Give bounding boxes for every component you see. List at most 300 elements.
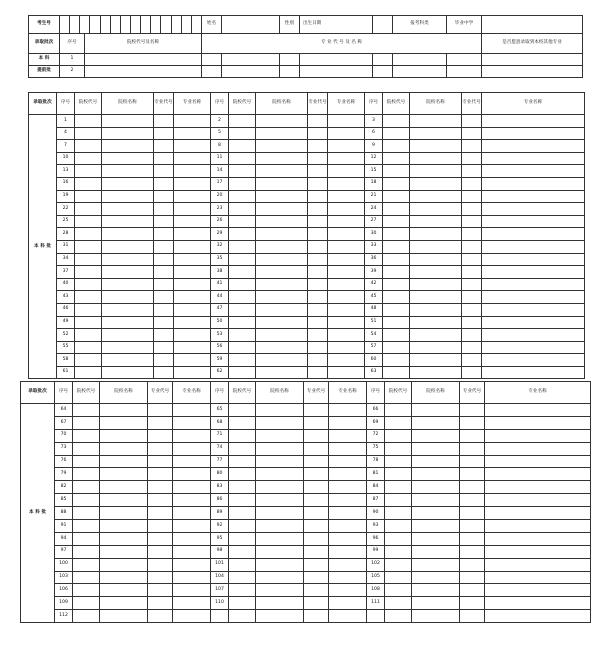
college-name-field[interactable]	[412, 468, 460, 481]
major-name-field[interactable]	[482, 291, 585, 304]
major-code-field[interactable]	[304, 520, 329, 533]
major-field[interactable]	[373, 66, 393, 78]
college-code-field[interactable]	[229, 507, 256, 520]
major-code-field[interactable]	[148, 442, 173, 455]
major-code-field[interactable]	[308, 366, 328, 379]
college-code-field[interactable]	[229, 329, 256, 342]
major-name-field[interactable]	[329, 442, 367, 455]
major-name-field[interactable]	[485, 597, 591, 610]
college-name-field[interactable]	[256, 429, 304, 442]
college-code-field[interactable]	[73, 494, 100, 507]
college-name-field[interactable]	[256, 507, 304, 520]
major-code-field[interactable]	[304, 597, 329, 610]
college-name-field[interactable]	[410, 215, 462, 228]
major-code-field[interactable]	[308, 329, 328, 342]
college-code-field[interactable]	[385, 429, 412, 442]
college-code-field[interactable]	[385, 442, 412, 455]
major-name-field[interactable]	[173, 455, 211, 468]
college-name-field[interactable]	[100, 442, 148, 455]
major-name-field[interactable]	[482, 329, 585, 342]
major-name-field[interactable]	[174, 303, 211, 316]
college-name-field[interactable]	[410, 203, 462, 216]
major-name-field[interactable]	[482, 152, 585, 165]
major-code-field[interactable]	[148, 532, 173, 545]
college-code-field[interactable]	[229, 532, 256, 545]
major-code-field[interactable]	[154, 303, 174, 316]
college-code-field[interactable]	[385, 520, 412, 533]
major-code-field[interactable]	[148, 494, 173, 507]
major-code-field[interactable]	[308, 228, 328, 241]
college-code-field[interactable]	[73, 558, 100, 571]
major-code-field[interactable]	[154, 329, 174, 342]
major-code-field[interactable]	[308, 115, 328, 128]
college-name-field[interactable]	[102, 366, 154, 379]
major-code-field[interactable]	[460, 520, 485, 533]
major-field[interactable]	[202, 54, 222, 66]
major-code-field[interactable]	[304, 494, 329, 507]
college-name-field[interactable]	[256, 558, 304, 571]
college-name-field[interactable]	[256, 545, 304, 558]
college-code-field[interactable]	[75, 278, 102, 291]
major-name-field[interactable]	[482, 228, 585, 241]
major-code-field[interactable]	[308, 253, 328, 266]
college-name-field[interactable]	[102, 228, 154, 241]
college-code-field[interactable]	[229, 366, 256, 379]
college-name-field[interactable]	[410, 366, 462, 379]
college-name-field[interactable]	[256, 215, 308, 228]
major-code-field[interactable]	[308, 341, 328, 354]
major-code-field[interactable]	[462, 278, 482, 291]
major-name-field[interactable]	[485, 494, 591, 507]
college-code-field[interactable]	[229, 429, 256, 442]
major-name-field[interactable]	[329, 610, 367, 623]
college-code-field[interactable]	[229, 140, 256, 153]
major-name-field[interactable]	[329, 571, 367, 584]
major-name-field[interactable]	[485, 481, 591, 494]
college-code-field[interactable]	[383, 278, 410, 291]
major-name-field[interactable]	[485, 416, 591, 429]
major-code-field[interactable]	[462, 266, 482, 279]
college-code-field[interactable]	[383, 316, 410, 329]
college-name-field[interactable]	[100, 584, 148, 597]
major-name-field[interactable]	[329, 429, 367, 442]
major-name-field[interactable]	[329, 532, 367, 545]
major-name-field[interactable]	[173, 481, 211, 494]
college-name-field[interactable]	[412, 597, 460, 610]
school-field[interactable]	[482, 16, 583, 34]
major-name-field[interactable]	[482, 266, 585, 279]
major-code-field[interactable]	[308, 316, 328, 329]
major-code-field[interactable]	[462, 177, 482, 190]
college-code-field[interactable]	[73, 520, 100, 533]
major-name-field[interactable]	[173, 532, 211, 545]
major-code-field[interactable]	[462, 354, 482, 367]
college-name-field[interactable]	[256, 240, 308, 253]
major-field[interactable]	[280, 66, 300, 78]
college-name-field[interactable]	[102, 341, 154, 354]
major-field[interactable]	[222, 54, 280, 66]
major-code-field[interactable]	[148, 404, 173, 417]
major-code-field[interactable]	[308, 354, 328, 367]
college-name-field[interactable]	[410, 228, 462, 241]
major-code-field[interactable]	[308, 165, 328, 178]
major-code-field[interactable]	[148, 507, 173, 520]
college-name-field[interactable]	[102, 303, 154, 316]
college-code-field[interactable]	[229, 115, 256, 128]
major-code-field[interactable]	[154, 127, 174, 140]
major-code-field[interactable]	[462, 127, 482, 140]
college-code-field[interactable]	[75, 354, 102, 367]
college-code-field[interactable]	[385, 545, 412, 558]
college-code-field[interactable]	[73, 571, 100, 584]
college-code-field[interactable]	[385, 404, 412, 417]
college-code-field[interactable]	[229, 481, 256, 494]
college-name-field[interactable]	[410, 165, 462, 178]
major-name-field[interactable]	[329, 507, 367, 520]
college-code-field[interactable]	[229, 571, 256, 584]
major-code-field[interactable]	[308, 152, 328, 165]
major-name-field[interactable]	[174, 165, 211, 178]
college-name-field[interactable]	[256, 442, 304, 455]
major-name-field[interactable]	[329, 494, 367, 507]
college-code-field[interactable]	[73, 481, 100, 494]
major-name-field[interactable]	[329, 597, 367, 610]
college-code-field[interactable]	[75, 203, 102, 216]
college-code-field[interactable]	[383, 203, 410, 216]
major-code-field[interactable]	[462, 303, 482, 316]
major-name-field[interactable]	[328, 228, 365, 241]
college-name-field[interactable]	[100, 429, 148, 442]
major-code-field[interactable]	[304, 532, 329, 545]
major-name-field[interactable]	[174, 240, 211, 253]
college-name-field[interactable]	[410, 303, 462, 316]
major-name-field[interactable]	[174, 177, 211, 190]
major-name-field[interactable]	[482, 303, 585, 316]
college-name-field[interactable]	[256, 329, 308, 342]
college-code-field[interactable]	[383, 253, 410, 266]
major-name-field[interactable]	[173, 610, 211, 623]
college-name-field[interactable]	[410, 316, 462, 329]
major-name-field[interactable]	[173, 520, 211, 533]
major-code-field[interactable]	[460, 468, 485, 481]
college-code-field[interactable]	[75, 341, 102, 354]
major-name-field[interactable]	[482, 165, 585, 178]
major-code-field[interactable]	[308, 240, 328, 253]
college-code-field[interactable]	[383, 266, 410, 279]
college-name-field[interactable]	[256, 584, 304, 597]
major-code-field[interactable]	[304, 468, 329, 481]
college-name-field[interactable]	[412, 404, 460, 417]
college-code-field[interactable]	[75, 253, 102, 266]
college-code-field[interactable]	[75, 329, 102, 342]
major-name-field[interactable]	[173, 442, 211, 455]
college-name-field[interactable]	[256, 177, 308, 190]
college-code-field[interactable]	[229, 203, 256, 216]
college-name-field[interactable]	[412, 494, 460, 507]
major-code-field[interactable]	[148, 520, 173, 533]
major-name-field[interactable]	[482, 215, 585, 228]
college-name-field[interactable]	[256, 303, 308, 316]
college-name-field[interactable]	[100, 610, 148, 623]
college-code-field[interactable]	[229, 316, 256, 329]
college-code-field[interactable]	[229, 584, 256, 597]
college-code-field[interactable]	[73, 507, 100, 520]
major-name-field[interactable]	[173, 416, 211, 429]
college-code-field[interactable]	[73, 442, 100, 455]
major-name-field[interactable]	[328, 140, 365, 153]
college-code-field[interactable]	[383, 303, 410, 316]
major-name-field[interactable]	[328, 115, 365, 128]
college-name-field[interactable]	[256, 520, 304, 533]
college-name-field[interactable]	[410, 177, 462, 190]
college-code-field[interactable]	[229, 610, 256, 623]
college-code-field[interactable]	[385, 597, 412, 610]
major-name-field[interactable]	[482, 127, 585, 140]
college-code-field[interactable]	[73, 468, 100, 481]
major-code-field[interactable]	[304, 455, 329, 468]
college-code-field[interactable]	[383, 165, 410, 178]
college-name-field[interactable]	[256, 571, 304, 584]
major-name-field[interactable]	[485, 571, 591, 584]
college-name-field[interactable]	[410, 140, 462, 153]
major-name-field[interactable]	[174, 366, 211, 379]
major-name-field[interactable]	[173, 558, 211, 571]
major-code-field[interactable]	[460, 481, 485, 494]
college-name-field[interactable]	[256, 203, 308, 216]
college-code-field[interactable]	[385, 455, 412, 468]
obey-field[interactable]	[482, 54, 583, 66]
major-name-field[interactable]	[485, 584, 591, 597]
college-code-field[interactable]	[229, 341, 256, 354]
college-name-field[interactable]	[256, 316, 308, 329]
major-name-field[interactable]	[328, 152, 365, 165]
college-code-field[interactable]	[383, 190, 410, 203]
major-name-field[interactable]	[174, 291, 211, 304]
college-name-field[interactable]	[256, 165, 308, 178]
major-name-field[interactable]	[328, 341, 365, 354]
college-code-field[interactable]	[229, 228, 256, 241]
college-name-field[interactable]	[410, 253, 462, 266]
college-code-field[interactable]	[385, 558, 412, 571]
major-name-field[interactable]	[328, 266, 365, 279]
major-code-field[interactable]	[154, 354, 174, 367]
college-field[interactable]	[85, 66, 202, 78]
college-code-field[interactable]	[383, 291, 410, 304]
major-name-field[interactable]	[328, 127, 365, 140]
college-name-field[interactable]	[412, 481, 460, 494]
college-code-field[interactable]	[385, 584, 412, 597]
birth-date-field[interactable]	[373, 16, 393, 34]
college-code-field[interactable]	[75, 115, 102, 128]
college-code-field[interactable]	[73, 610, 100, 623]
major-name-field[interactable]	[174, 115, 211, 128]
college-code-field[interactable]	[385, 468, 412, 481]
major-code-field[interactable]	[304, 404, 329, 417]
college-name-field[interactable]	[256, 291, 308, 304]
college-code-field[interactable]	[383, 127, 410, 140]
college-name-field[interactable]	[256, 278, 308, 291]
major-code-field[interactable]	[462, 366, 482, 379]
college-name-field[interactable]	[102, 291, 154, 304]
major-name-field[interactable]	[174, 203, 211, 216]
college-name-field[interactable]	[256, 228, 308, 241]
major-name-field[interactable]	[329, 545, 367, 558]
major-name-field[interactable]	[173, 571, 211, 584]
college-code-field[interactable]	[75, 190, 102, 203]
college-name-field[interactable]	[410, 152, 462, 165]
major-code-field[interactable]	[148, 481, 173, 494]
college-code-field[interactable]	[229, 152, 256, 165]
college-code-field[interactable]	[383, 152, 410, 165]
major-name-field[interactable]	[173, 494, 211, 507]
college-code-field[interactable]	[229, 597, 256, 610]
major-code-field[interactable]	[460, 610, 485, 623]
major-name-field[interactable]	[485, 429, 591, 442]
college-code-field[interactable]	[229, 291, 256, 304]
college-name-field[interactable]	[102, 316, 154, 329]
major-code-field[interactable]	[154, 140, 174, 153]
college-name-field[interactable]	[102, 190, 154, 203]
college-code-field[interactable]	[229, 278, 256, 291]
major-code-field[interactable]	[462, 291, 482, 304]
major-name-field[interactable]	[482, 190, 585, 203]
college-name-field[interactable]	[102, 240, 154, 253]
major-code-field[interactable]	[460, 507, 485, 520]
college-name-field[interactable]	[410, 115, 462, 128]
college-name-field[interactable]	[102, 215, 154, 228]
college-code-field[interactable]	[385, 610, 412, 623]
major-code-field[interactable]	[462, 228, 482, 241]
major-name-field[interactable]	[173, 545, 211, 558]
major-code-field[interactable]	[308, 278, 328, 291]
major-name-field[interactable]	[328, 291, 365, 304]
college-code-field[interactable]	[229, 455, 256, 468]
college-code-field[interactable]	[229, 253, 256, 266]
major-code-field[interactable]	[154, 203, 174, 216]
college-name-field[interactable]	[102, 253, 154, 266]
major-name-field[interactable]	[173, 468, 211, 481]
college-name-field[interactable]	[100, 520, 148, 533]
college-code-field[interactable]	[229, 190, 256, 203]
major-code-field[interactable]	[304, 442, 329, 455]
college-name-field[interactable]	[102, 354, 154, 367]
college-code-field[interactable]	[229, 127, 256, 140]
college-name-field[interactable]	[256, 341, 308, 354]
college-name-field[interactable]	[256, 115, 308, 128]
college-name-field[interactable]	[410, 341, 462, 354]
major-code-field[interactable]	[462, 316, 482, 329]
major-name-field[interactable]	[328, 316, 365, 329]
college-code-field[interactable]	[383, 140, 410, 153]
college-name-field[interactable]	[410, 354, 462, 367]
major-name-field[interactable]	[482, 278, 585, 291]
major-name-field[interactable]	[328, 215, 365, 228]
college-name-field[interactable]	[256, 140, 308, 153]
major-code-field[interactable]	[462, 140, 482, 153]
major-code-field[interactable]	[154, 165, 174, 178]
major-name-field[interactable]	[174, 354, 211, 367]
college-name-field[interactable]	[100, 597, 148, 610]
major-name-field[interactable]	[328, 366, 365, 379]
major-code-field[interactable]	[308, 303, 328, 316]
major-code-field[interactable]	[148, 597, 173, 610]
college-code-field[interactable]	[229, 442, 256, 455]
major-name-field[interactable]	[482, 203, 585, 216]
major-name-field[interactable]	[174, 329, 211, 342]
major-name-field[interactable]	[173, 597, 211, 610]
major-code-field[interactable]	[304, 545, 329, 558]
major-code-field[interactable]	[154, 190, 174, 203]
college-name-field[interactable]	[256, 152, 308, 165]
major-name-field[interactable]	[485, 455, 591, 468]
major-name-field[interactable]	[328, 190, 365, 203]
college-code-field[interactable]	[385, 571, 412, 584]
college-name-field[interactable]	[100, 571, 148, 584]
major-name-field[interactable]	[329, 584, 367, 597]
major-code-field[interactable]	[154, 366, 174, 379]
college-code-field[interactable]	[229, 240, 256, 253]
major-code-field[interactable]	[304, 507, 329, 520]
college-name-field[interactable]	[102, 203, 154, 216]
college-name-field[interactable]	[100, 468, 148, 481]
college-code-field[interactable]	[229, 520, 256, 533]
college-name-field[interactable]	[412, 532, 460, 545]
college-code-field[interactable]	[385, 494, 412, 507]
major-code-field[interactable]	[460, 558, 485, 571]
college-name-field[interactable]	[102, 266, 154, 279]
major-name-field[interactable]	[482, 177, 585, 190]
major-name-field[interactable]	[174, 152, 211, 165]
major-name-field[interactable]	[329, 481, 367, 494]
major-name-field[interactable]	[328, 177, 365, 190]
major-name-field[interactable]	[482, 341, 585, 354]
college-code-field[interactable]	[229, 354, 256, 367]
obey-field[interactable]	[482, 66, 583, 78]
major-code-field[interactable]	[462, 329, 482, 342]
major-code-field[interactable]	[462, 152, 482, 165]
college-code-field[interactable]	[75, 127, 102, 140]
college-name-field[interactable]	[100, 404, 148, 417]
major-code-field[interactable]	[308, 215, 328, 228]
major-code-field[interactable]	[154, 266, 174, 279]
major-code-field[interactable]	[148, 558, 173, 571]
college-name-field[interactable]	[100, 455, 148, 468]
major-name-field[interactable]	[174, 341, 211, 354]
college-name-field[interactable]	[100, 532, 148, 545]
college-code-field[interactable]	[229, 215, 256, 228]
major-field[interactable]	[447, 54, 482, 66]
college-name-field[interactable]	[410, 329, 462, 342]
college-code-field[interactable]	[385, 416, 412, 429]
college-code-field[interactable]	[383, 329, 410, 342]
major-code-field[interactable]	[148, 584, 173, 597]
college-name-field[interactable]	[410, 127, 462, 140]
major-code-field[interactable]	[148, 429, 173, 442]
college-code-field[interactable]	[73, 597, 100, 610]
major-name-field[interactable]	[482, 115, 585, 128]
major-code-field[interactable]	[154, 316, 174, 329]
major-code-field[interactable]	[148, 545, 173, 558]
major-code-field[interactable]	[460, 404, 485, 417]
major-code-field[interactable]	[308, 190, 328, 203]
major-field[interactable]	[373, 54, 393, 66]
college-name-field[interactable]	[102, 152, 154, 165]
major-name-field[interactable]	[329, 558, 367, 571]
major-code-field[interactable]	[148, 416, 173, 429]
college-name-field[interactable]	[102, 127, 154, 140]
college-code-field[interactable]	[385, 481, 412, 494]
college-name-field[interactable]	[256, 253, 308, 266]
